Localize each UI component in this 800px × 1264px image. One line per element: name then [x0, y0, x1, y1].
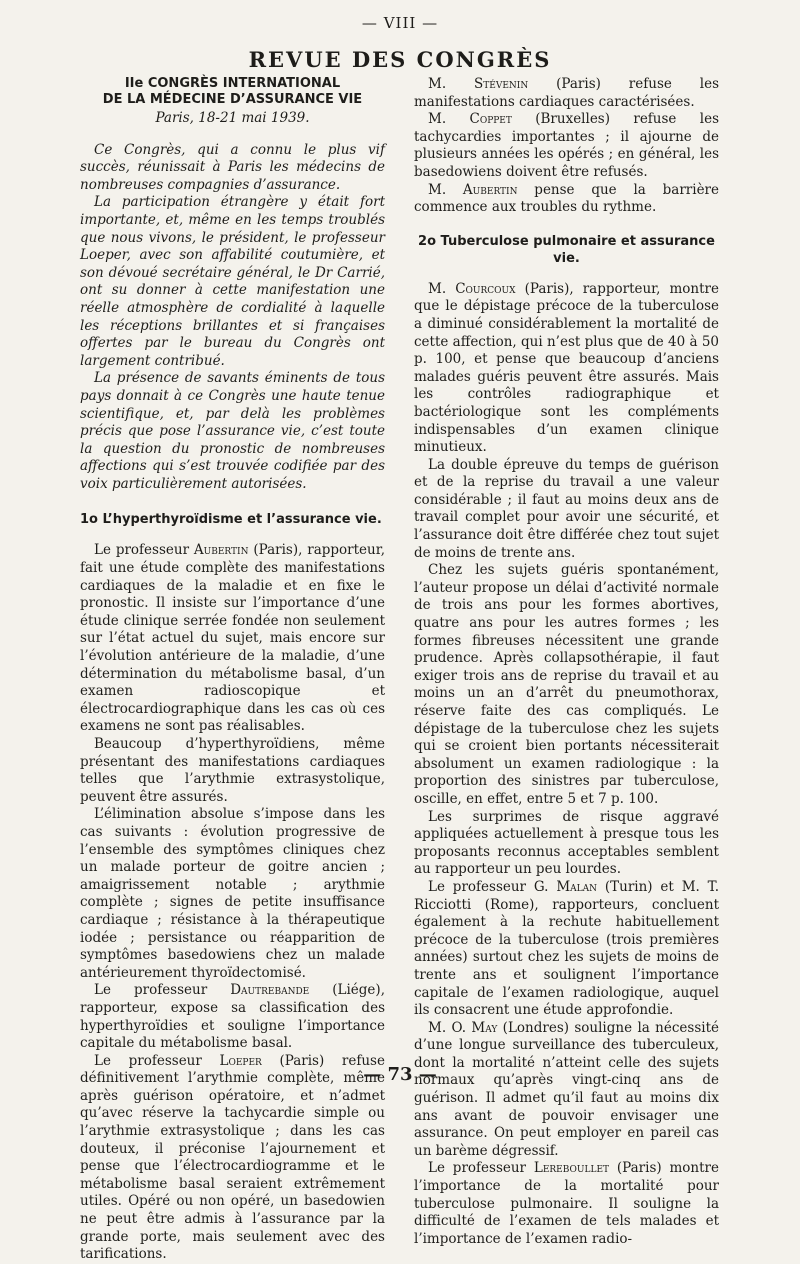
section2-paragraph: Le professeur G. Malan (Turin) et M. T. Ricciotti (Rome), rapporteurs, concluent également à la rechute habituellement précoce de la tuberculose (trois premières années) surtout chez les sujets de moins de trente ans et soulignent l’importance capitale de l’examen radiologique, auquel ils consacrent une étude approfondie.: [414, 878, 719, 1019]
right-paragraph: M. Stévenin (Paris) refuse les manifestations cardiaques caractérisées.: [414, 76, 720, 110]
section1-paragraph: Le professeur Aubertin (Paris), rapporteur, fait une étude complète des manifestations cardiaques de la maladie et en fixe le pronostic. Il insiste sur l’importance d’une étude clinique serrée fondée non seulement sur l’état actuel du sujet, mais encore sur l’évolution antérieure de la maladie, d’une détermination du métabolisme basal, d’un examen radioscopique et électrocardiographique dans les cas où ces examens ne sont pas réalisables.: [80, 542, 385, 735]
right-paragraph: M. Aubertin pense que la barrière commence aux troubles du rythme.: [414, 181, 719, 216]
congress-date: Paris, 18-21 mai 1939.: [155, 110, 310, 126]
intro-paragraph: Ce Congrès, qui a connu le plus vif succès, réunissait à Paris les médecins de nombreuses compagnies d’assurance.: [80, 141, 385, 193]
rubric-title: REVUE DES CONGRÈS: [248, 47, 552, 72]
right-paragraph: M. Coppet (Bruxelles) refuse les tachycardies importantes ; il ajourne de plusieurs années les opérés ; en général, les basedowiens doivent être refusés.: [414, 111, 720, 180]
intro-paragraph: La présence de savants éminents de tous pays donnait à ce Congrès une haute tenue scientifique, et, par delà les problèmes précis que pose l’assurance vie, c’est toute la question du pronostic de nombreuses affections qui s’est trouvée codifiée par des voix particulièrement autorisées.: [80, 370, 385, 492]
left-column: [80, 76, 385, 1264]
section2-paragraph: M. O. May (Londres) souligne la nécessité d’une longue surveillance des tuberculeux, dont la mortalité n’atteint celle des sujets normaux qu’après vingt-cinq ans de guérison. Il admet qu’il faut au moins dix ans avant de pouvoir envisager une assurance. On peut employer en pareil cas un barème dégressif.: [414, 1019, 719, 1159]
section2-paragraph: M. Courcoux (Paris), rapporteur, montre que le dépistage précoce de la tuberculose a diminué considérablement la mortalité de cette affection, qui n’est plus que de 40 à 50 p. 100, et pense que beaucoup d’anciens malades guéris peuvent être assurés. Mais les contrôles radiographique et bactériologique sont les compléments indispensables d’un examen clinique minutieux.: [414, 280, 719, 456]
intro-paragraph: La participation étrangère y était fort importante, et, même en les temps troublés que nous vivons, le président, le professeur Loeper, avec son affabilité coutumière, et son dévoué secrétaire général, le Dr Carrié, ont su donner à cette manifestation une réelle atmosphère de cordialité à laquelle les réceptions brillantes et si françaises offertes par le bureau du Congrès ont largement contribué.: [80, 194, 385, 369]
section1-paragraph: Le professeur Dautrebande (Liége), rapporteur, expose sa classification des hyperthyroïdies et souligne l’importance capitale du métabolisme basal.: [80, 982, 385, 1052]
section2-heading: 2o Tuberculose pulmonaire et assurance vie.: [418, 233, 715, 266]
page-number: — 73 —: [363, 1064, 437, 1085]
section1-paragraph: L’élimination absolue s’impose dans les cas suivants : évolution progressive de l’ensemble des symptômes cliniques chez un malade porteur de goitre ancien ; amaigrissement notable ; arythmie complète ; signes de petite insuffisance cardiaque ; résistance à la thérapeutique iodée ; persistance ou réapparition de symptômes basedowiens chez un malade antérieurement thyroïdectomisé.: [80, 806, 385, 981]
section1-heading: 1o L’hyperthyroïdisme et l’assurance vie.: [80, 512, 382, 528]
intro: [80, 142, 385, 494]
section2-paragraph: La double épreuve du temps de guérison et de la reprise du travail a une valeur considérable ; il faut au moins deux ans de travail complet pour avoir une sécurité, et l’assurance doit être différée chez tout sujet de moins de trente ans.: [414, 456, 719, 561]
section2-paragraph: Les surprimes de risque aggravé appliquées actuellement à presque tous les proposants reconnus acceptables semblent au rapporteur un peu lourdes.: [414, 808, 719, 878]
congress-title-line1: IIe CONGRÈS INTERNATIONAL: [124, 76, 341, 91]
section1-paragraph: Le professeur Loeper (Paris) refuse définitivement l’arythmie complète, même après guérison opératoire, et n’admet qu’avec réserve la tachycardie simple ou l’arythmie extrasystolique ; dans les cas douteux, il préconise l’ajournement et pense que l’électrocardiogramme et le métabolisme basal seraient extrêmement utiles. Opéré ou non opéré, un basedowien ne peut être admis à l’assurance par la grande porte, mais seulement avec des tarifications.: [80, 1052, 385, 1263]
congress-title-line2: DE LA MÉDECINE D’ASSURANCE VIE: [102, 92, 363, 107]
section2-paragraph: Chez les sujets guéris spontanément, l’auteur propose un délai d’activité normale de trois ans pour les formes abortives, quatre ans pour les autres formes ; les formes fibreuses nécessitent une grande prudence. Après collapsothérapie, il faut exiger trois ans de reprise du travail et au moins un an d’arrêt du pneumothorax, réserve faite des cas compliqués. Le dépistage de la tuberculose chez les sujets qui se croient bien portants nécessiterait absolument un examen radiologique : la proportion des sinistres par tuberculose, oscille, en effet, entre 5 et 7 p. 100.: [414, 562, 719, 807]
page-header-roman: — VIII —: [361, 14, 439, 32]
section1-paragraph: Beaucoup d’hyperthyroïdiens, même présentant des manifestations cardiaques telles que l’arythmie extrasystolique, peuvent être assurés.: [80, 736, 385, 805]
section2-paragraph: Le professeur Lereboullet (Paris) montre l’importance de la mortalité pour tuberculose pulmonaire. Il souligne la difficulté de l’examen de tels malades et l’importance de l’examen radio-: [414, 1160, 719, 1247]
